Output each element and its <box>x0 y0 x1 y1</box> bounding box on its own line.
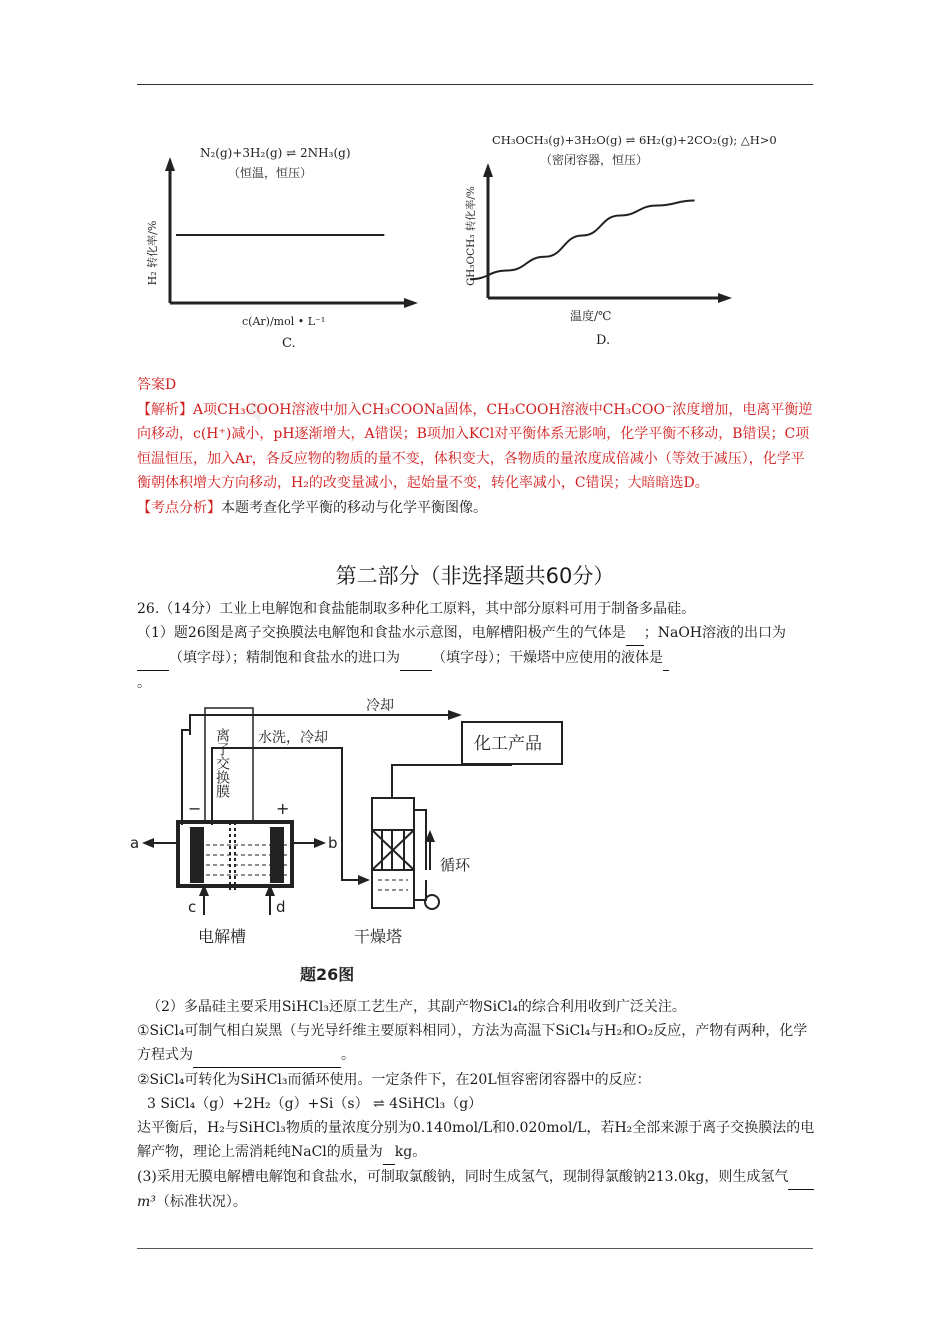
q26-part1 <box>137 621 815 695</box>
diagram-c: c <box>188 898 197 916</box>
q26-part1-d: （填字母）；干燥塔中应使用的液体是 <box>432 650 663 666</box>
blank-naoh-outlet[interactable] <box>137 646 169 671</box>
chart-c-label: C. <box>282 336 296 351</box>
chart-d-xlabel: 温度/℃ <box>570 309 612 323</box>
diagram-b: b <box>328 834 338 852</box>
q26-part3-text: (3)采用无膜电解槽电解饱和食盐水，可制取氯酸钠，同时生成氢气，现制得氯酸钠213.0kg，则生成氢气 <box>137 1169 789 1185</box>
diagram-product-label: 化工产品 <box>474 734 542 754</box>
analysis-paragraph <box>137 398 817 496</box>
chart-d-label: D. <box>596 333 611 348</box>
q26-sub1-end: 。 <box>341 1047 355 1063</box>
diagram-cell-label: 电解槽 <box>198 927 247 946</box>
blank-equation[interactable] <box>193 1043 341 1068</box>
q26-sub2-b <box>137 1116 815 1165</box>
diagram-minus: − <box>188 799 202 818</box>
electrolysis-diagram <box>130 690 600 990</box>
q26-part1-c: （填字母）；精制饱和食盐水的进口为 <box>169 650 400 666</box>
circulation-loop <box>414 880 426 900</box>
chart-c-x-axis <box>170 298 418 308</box>
q26-part3 <box>137 1165 815 1214</box>
chart-d-ylabel: CH₃OCH₃ 转化率/% <box>465 186 477 286</box>
section-title: 第二部分（非选择题共60分） <box>335 564 615 588</box>
q26-sub2-unit: kg。 <box>394 1144 427 1160</box>
key-point-text: 本题考查化学平衡的移动与化学平衡图像。 <box>221 499 487 516</box>
watermark: ✦ <box>233 385 280 441</box>
chart-c-equation: N₂(g)+3H₂(g) ⇌ 2NH₃(g) <box>200 146 351 160</box>
diagram-cooling-label: 冷却 <box>366 698 394 714</box>
chart-d-series <box>470 201 695 280</box>
q26-part1-a: （1）题26图是离子交换膜法电解饱和食盐水示意图，电解槽阳极产生的气体是 <box>137 625 626 641</box>
chart-d-x-axis <box>488 293 732 303</box>
diagram-tower-label: 干燥塔 <box>354 927 403 946</box>
blank-nacl-mass[interactable] <box>383 1140 395 1165</box>
q26-sub1-text: ①SiCl₄可制气相白炭黑（与光导纤维主要原料相同），方法为高温下SiCl₄与H₂和O₂反应，产物有两种，化学方程式为 <box>137 1023 808 1063</box>
q26-part2: （2）多晶硅主要采用SiHCl₃还原工艺生产，其副产物SiCl₄的综合利用收到广泛关注。 <box>147 999 686 1015</box>
key-point-tag: 【考点分析】 <box>137 499 221 516</box>
diagram-d: d <box>276 898 286 916</box>
key-point-paragraph <box>137 496 817 521</box>
header-rule <box>137 84 813 85</box>
diagram-caption: 题26图 <box>300 965 355 984</box>
q26-part3-end: （标准状况）。 <box>155 1194 247 1210</box>
diagram-wash-label: 水洗，冷却 <box>258 730 328 746</box>
blank-brine-inlet[interactable] <box>400 646 432 671</box>
chart-c-y-axis <box>165 157 175 303</box>
q26-part1-b: ；NaOH溶液的出口为 <box>643 625 787 641</box>
chart-d-y-axis <box>483 163 493 298</box>
q26-part1-end: 。 <box>137 675 151 691</box>
q26-sub2: ②SiCl₄可转化为SiHCl₃而循环使用。一定条件下，在20L恒容密闭容器中的反应： <box>137 1072 651 1088</box>
chart-c <box>140 135 430 355</box>
chart-d-series-line <box>470 201 695 280</box>
chart-c-ylabel: H₂ 转化率/% <box>146 220 159 286</box>
q26-sub2-b-text: 达平衡后，H₂与SiHCl₃物质的量浓度分别为0.140mol/L和0.020mol/L，若H₂全部来源于离子交换膜法的电解产物，理论上需消耗纯NaCl的质量为 <box>137 1120 815 1160</box>
blank-drying-liquid[interactable] <box>663 646 669 671</box>
chart-d <box>460 128 780 353</box>
blank-hydrogen-volume[interactable] <box>788 1165 814 1190</box>
q26-reaction: 3 SiCl₄（g）+2H₂（g）+Si（s） ⇌ 4SiHCl₃（g） <box>147 1096 483 1112</box>
footer-rule <box>137 1248 813 1249</box>
q26-part3-unit: m³ <box>137 1194 156 1210</box>
answer-block <box>137 373 817 521</box>
diagram-a: a <box>130 834 140 852</box>
pump <box>425 895 439 909</box>
q26-intro: 26.（14分）工业上电解饱和食盐能制取多种化工原料，其中部分原料可用于制备多晶硅。 <box>137 601 696 617</box>
blank-anode-gas[interactable] <box>626 621 644 646</box>
answer-line: 答案D <box>137 377 177 393</box>
diagram-membrane-label: 离子交换膜 <box>214 728 230 798</box>
chart-c-xlabel: c(Ar)/mol • L⁻¹ <box>242 315 326 328</box>
q26-sub1 <box>137 1019 815 1068</box>
question-26 <box>137 597 815 695</box>
diagram-cycle-label: 循环 <box>440 856 471 874</box>
chart-c-condition: （恒温，恒压） <box>228 166 313 180</box>
analysis-text: A项CH₃COOH溶液中加入CH₃COONa固体，CH₃COOH溶液中CH₃COO⁻浓度增加，电离平衡逆向移动，c(H⁺)减小，pH逐渐增大，A错误；B项加入KCl对平衡体系无影响，化学平衡不移动，B错误；C项恒温恒压，加入Ar，各反应物的物质的量不变，体积变大，各物质的量浓度成倍减小（等效于减压），化学平衡朝体积增大方向移动，H₂的改变量减小，起始量不变，转化率减小，C错误；大暗暗选D。 <box>137 401 813 492</box>
diagram-plus: + <box>276 799 290 818</box>
chart-d-equation: CH₃OCH₃(g)+3H₂O(g) ⇌ 6H₂(g)+2CO₂(g); △H>0 <box>492 133 777 147</box>
analysis-tag: 【解析】 <box>137 401 193 418</box>
chart-d-condition: （密闭容器，恒压） <box>540 153 649 167</box>
question-26-continued <box>137 995 815 1214</box>
